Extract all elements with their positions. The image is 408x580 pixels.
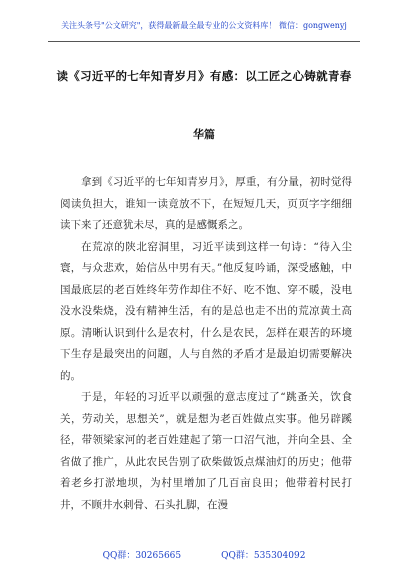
body-paragraph: 于是，年轻的习近平以顽强的意志度过了“跳蚤关，饮食关，劳动关，思想关”，就是想为老百姓做点实事。他另辟蹊径，带领梁家河的老百姓建起了第一口沼气池，并向全县、全省做了推广，从此农民告别了砍柴做饭点煤油灯的历史；他带着老乡打淤地坝，为村里增加了几百亩良田；他带着村民打井，不顾井水刺骨、石头扎脚，在漫 (60, 391, 352, 511)
footer-qq-group-1: QQ群：30265665 (102, 551, 182, 561)
document-author: 华篇 (193, 128, 215, 141)
header-divider (48, 41, 360, 42)
body-paragraph: 拿到《习近平的七年知青岁月》，厚重，有分量，初时觉得阅读负担大，谁知一读竟放不下，在短短几天，页页字字细细读下来了还意犹未尽，真的是感慨系之。 (60, 176, 352, 231)
document-title: 读《习近平的七年知青岁月》有感：以工匠之心铸就青春 (56, 69, 352, 83)
document-body (60, 172, 352, 516)
footer-qq-group-2: QQ群：535304092 (221, 551, 306, 561)
footer (0, 548, 408, 561)
header-notice: 关注头条号"公文研究"，获得最新最全最专业的公文资料库！ 微信：gongwenyj (61, 21, 347, 30)
body-paragraph: 在荒凉的陕北窑洞里，习近平读到这样一句诗：“待入尘寰，与众悲欢，始信丛中男有天。”他反复吟诵，深受感触，中国最底层的老百姓终年劳作却住不好、吃不饱、穿不暖，没电没水没柴烧，没有精神生活，有的是总也走不出的荒凉黄土高原。清晰认识到什么是农村，什么是农民，怎样在艰苦的环境下生存是最突出的问题，人与自然的矛盾才是最迫切需要解决的。 (60, 240, 352, 382)
